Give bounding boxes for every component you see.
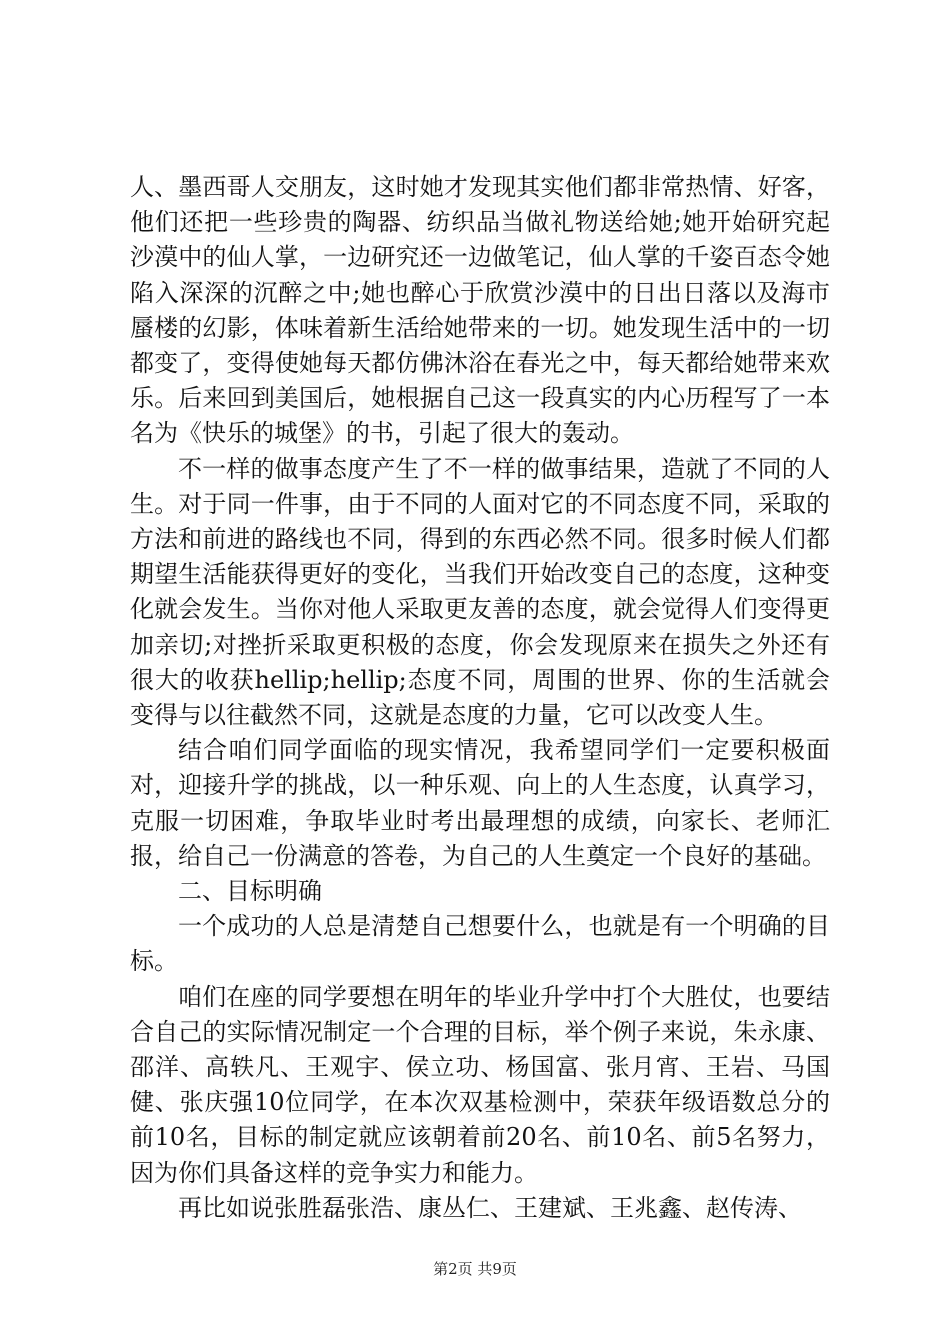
page-number-footer: 第2页 共9页 — [433, 1260, 517, 1278]
paragraph-attitude-result: 不一样的做事态度产生了不一样的做事结果，造就了不同的人生。对于同一件事，由于不同的人面对它的不同态度不同，采取的方法和前进的路线也不同，得到的东西必然不同。很多时候人们都期望生活能获得更好的变化，当我们开始改变自己的态度，这种变化就会发生。当你对他人采取更友善的态度，就会觉得人们变得更加亲切;对挫折采取更积极的态度，你会发现原来在损失之外还有很大的收获hellip;hellip;态度不同，周围的世界、你的生活就会变得与以往截然不同，这就是态度的力量，它可以改变人生。 — [130, 454, 830, 730]
paragraph-clear-goal: 一个成功的人总是清楚自己想要什么，也就是有一个明确的目标。 — [130, 912, 830, 976]
document-body — [130, 170, 830, 1226]
paragraph-another-example: 再比如说张胜磊张浩、康丛仁、王建斌、王兆鑫、赵传涛、 — [178, 1193, 802, 1222]
section-heading-goals: 二、目标明确 — [178, 877, 322, 906]
paragraph-students-challenge: 结合咱们同学面临的现实情况，我希望同学们一定要积极面对，迎接升学的挑战，以一种乐观、向上的人生态度，认真学习，克服一切困难，争取毕业时考出最理想的成绩，向家长、老师汇报，给自己一份满意的答卷，为自己的人生奠定一个良好的基础。 — [130, 736, 830, 870]
paragraph-goal-example: 咱们在座的同学要想在明年的毕业升学中打个大胜仗，也要结合自己的实际情况制定一个合理的目标，举个例子来说，朱永康、邵洋、高轶凡、王观宇、侯立功、杨国富、张月宵、王岩、马国健、张庆强10位同学，在本次双基检测中，荣获年级语数总分的前10名，目标的制定就应该朝着前20名、前10名、前5名努力，因为你们具备这样的竞争实力和能力。 — [130, 982, 830, 1187]
paragraph-continuation: 人、墨西哥人交朋友，这时她才发现其实他们都非常热情、好客，他们还把一些珍贵的陶器、纺织品当做礼物送给她;她开始研究起沙漠中的仙人掌，一边研究还一边做笔记，仙人掌的千姿百态令她陷入深深的沉醉之中;她也醉心于欣赏沙漠中的日出日落以及海市蜃楼的幻影，体味着新生活给她带来的一切。她发现生活中的一切都变了，变得使她每天都仿佛沐浴在春光之中，每天都给她带来欢乐。后来回到美国后，她根据自己这一段真实的内心历程写了一本名为《快乐的城堡》的书，引起了很大的轰动。 — [130, 173, 830, 448]
